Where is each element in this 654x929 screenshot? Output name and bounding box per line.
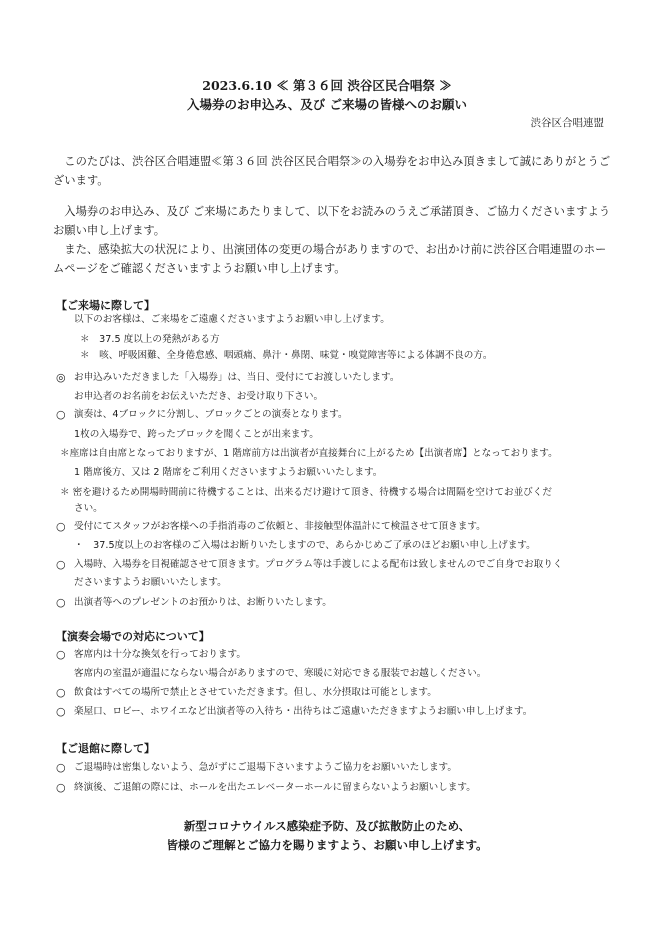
bullet-mark: ○ (56, 781, 66, 794)
performance-blocks-line-2: 1枚の入場券で、跨ったブロックを聞くことが出来ます。 (74, 429, 319, 440)
exit-guidance-line: ご退場時は密集しないよう、急がずにご退場下さいますようご協力をお願いいたします。 (74, 762, 457, 773)
bullet-mark: ○ (56, 648, 66, 661)
ticket-pickup-line-2: お申込者のお名前をお伝えいただき、お受け取り下さい。 (74, 391, 324, 402)
waiting-note-line-2: さい。 (74, 503, 103, 514)
document-title: 2023.6.10 ≪ 第３６回 渋谷区民合唱祭 ≫ (202, 78, 452, 93)
ticket-check-line-1: 入場時、入場券を目視確認させて頂きます。プログラム等は手渡しによる配布は致しませんのでご自身でお取りく (74, 559, 563, 570)
bullet-mark: ○ (56, 520, 66, 533)
bullet-mark: ◎ (56, 371, 66, 384)
food-policy-line: 飲食はすべての場所で禁止とさせていただきます。但し、水分摂取は可能とします。 (74, 687, 437, 698)
temperature-check-line-1: 受付にてスタッフがお客様への手指消毒のご依頼と、非接触型体温計にて検温させて頂きます。 (74, 521, 486, 532)
arrival-lead: 以下のお客様は、ご来場をご遠慮くださいますようお願い申し上げます。 (74, 314, 390, 325)
section-title-departure: 【ご退館に際して】 (56, 742, 155, 755)
document-subtitle: 入場券のお申込み、及び ご来場の皆様へのお願い (186, 97, 468, 112)
bullet-mark: ○ (56, 596, 66, 609)
gift-policy-line: 出演者等へのプレゼントのお預かりは、お断りいたします。 (74, 597, 332, 608)
arrival-sub-1: ＊ 37.5 度以上の発熱がある方 (80, 334, 220, 345)
ticket-check-line-2: ださいますようお願いいたします。 (74, 577, 227, 588)
performance-blocks-line-1: 演奏は、4ブロックに分割し、ブロックごとの演奏となります。 (74, 409, 348, 420)
bullet-mark: ○ (56, 558, 66, 571)
bullet-mark: ○ (56, 686, 66, 699)
bullet-mark: ○ (56, 705, 66, 718)
waiting-note-line-1: ＊ 密を避けるため開場時間前に待機することは、出来るだけ避けて頂き、待機する場合は間隔を空けてお並びくだ (60, 487, 552, 498)
bullet-mark: ○ (56, 408, 66, 421)
arrival-sub-2: ＊ 咳、呼吸困難、全身倦怠感、咽頭痛、鼻汁・鼻閉、味覚・嗅覚障害等による体調不良の方。 (80, 350, 493, 361)
seating-note-line-2: 1 階席後方、又は 2 階席をご利用くださいますようお願いいたします。 (74, 467, 383, 478)
elevator-hall-line: 終演後、ご退館の際には、ホールを出たエレベーターホールに留まらないようお願いします。 (74, 782, 476, 793)
section-title-arrival: 【ご来場に際して】 (56, 299, 155, 312)
temperature-check-line-2: ・ 37.5度以上のお客様のご入場はお断りいたしますので、あらかじめご了承のほどお願い申し上げます。 (74, 540, 536, 551)
intro-paragraph-2: 入場券のお申込み、及び ご来場にあたりまして、以下をお読みのうえご承諾頂き、ご協力くださいますようお願い申し上げます。 (53, 205, 611, 237)
organization-name: 渋谷区合唱連盟 (530, 117, 604, 129)
seating-note-line-1: ＊座席は自由席となっておりますが、1 階席前方は出演者が直接舞台に上がるため【出演者席】となっております。 (60, 448, 558, 459)
closing-line-1: 新型コロナウイルス感染症予防、及び拡散防止のため、 (183, 819, 471, 833)
ventilation-line-2: 客席内の室温が適温にならない場合がありますので、寒暖に対応できる服装でお越しください。 (74, 668, 487, 679)
section-title-venue: 【演奏会場での対応について】 (56, 630, 210, 643)
ventilation-line-1: 客席内は十分な換気を行っております。 (74, 649, 246, 660)
intro-paragraph-1: このたびは、渋谷区合唱連盟≪第３６回 渋谷区民合唱祭≫の入場券をお申込み頂きまして誠にありがとうございます。 (53, 155, 611, 187)
intro-paragraph-3: また、感染拡大の状況により、出演団体の変更の場合がありますので、お出かけ前に渋谷区合唱連盟のホームページをご確認くださいますようお願い申し上げます。 (53, 243, 607, 275)
ticket-pickup-line-1: お申込みいただきました「入場券」は、当日、受付にてお渡しいたします。 (74, 372, 400, 383)
backstage-policy-line: 楽屋口、ロビー、ホワイエなど出演者等の入待ち・出待ちはご遠慮いただきますようお願い申し上げます。 (74, 706, 533, 717)
bullet-mark: ○ (56, 761, 66, 774)
closing-line-2: 皆様のご理解とご協力を賜りますよう、お願い申し上げます。 (166, 838, 488, 852)
